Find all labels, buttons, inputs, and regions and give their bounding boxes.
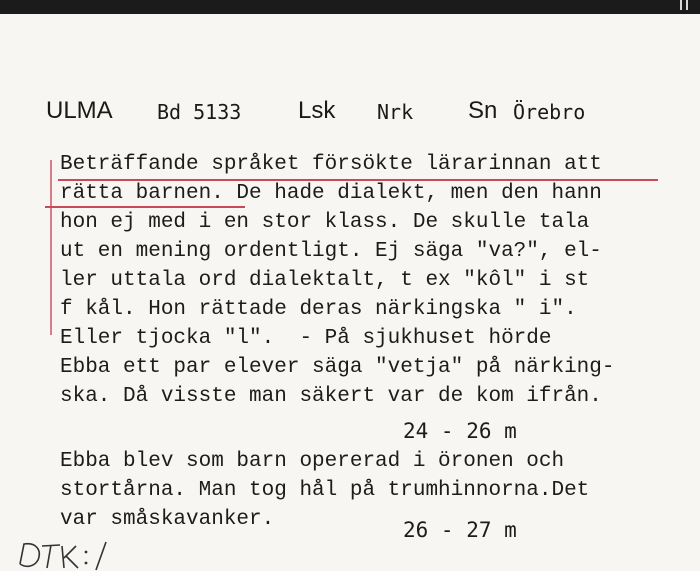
paragraph-2	[60, 447, 680, 534]
edge-marks	[678, 0, 692, 12]
text-line: var småskavanker.	[60, 508, 275, 531]
text-line: ler uttala ord dialektalt, t ex "kôl" i st	[60, 269, 590, 292]
socken-label: Sn	[468, 97, 498, 124]
margin-mark	[50, 160, 52, 335]
text-line: hon ej med i en stor klass. De skulle tala	[60, 211, 590, 234]
text-line: ska. Då visste man säkert var de kom ifrån.	[60, 385, 602, 408]
text-line: Ebba ett par elever säga "vetja" på närking-	[60, 356, 615, 379]
card-header	[0, 97, 700, 133]
age-range-2: 26 - 27 m	[403, 518, 517, 542]
socken-value: Örebro	[513, 100, 586, 124]
text-line: Ebba blev som barn opererad i öronen och	[60, 450, 565, 473]
text-line: f kål. Hon rättade deras närkingska " i".	[60, 298, 577, 321]
handwritten-signature	[14, 534, 124, 571]
card-top-edge	[0, 0, 700, 14]
archive-code: Bd 5133	[157, 100, 242, 124]
text-line: Beträffande språket försökte lärarinnan att	[60, 153, 602, 176]
landskap-value: Nrk	[377, 100, 414, 124]
text-line: rätta barnen. De hade dialekt, men den hann	[60, 182, 602, 205]
headword: ULMA	[46, 97, 113, 124]
text-line: Eller tjocka "l". - På sjukhuset hörde	[60, 327, 552, 350]
paragraph-1	[60, 150, 680, 411]
age-range-1: 24 - 26 m	[403, 419, 517, 443]
text-line: ut en mening ordentligt. Ej säga "va?", el-	[60, 240, 602, 263]
landskap-label: Lsk	[298, 97, 336, 124]
text-line: stortårna. Man tog hål på trumhinnorna.Det	[60, 479, 590, 502]
